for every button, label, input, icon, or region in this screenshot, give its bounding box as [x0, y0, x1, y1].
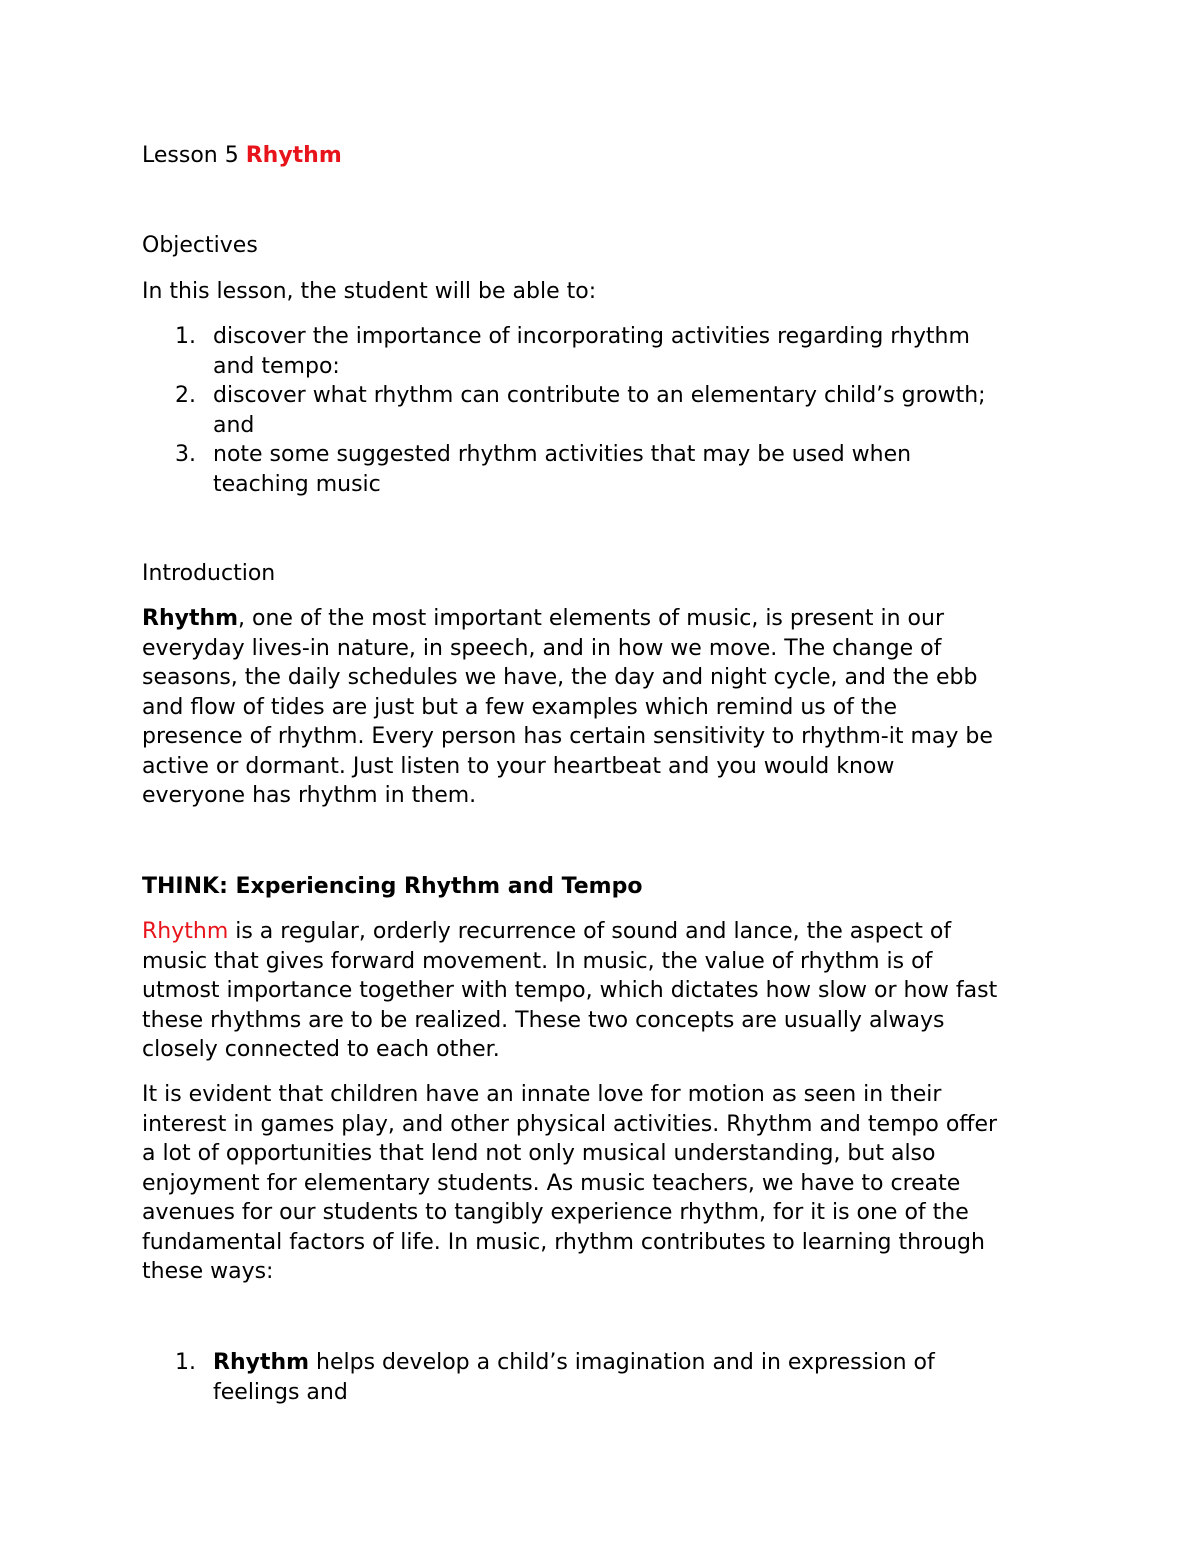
paragraph-line: seasons, the daily schedules we have, the day and night cycle, and the ebb: [142, 665, 978, 690]
way-line: feelings and: [213, 1379, 348, 1405]
objective-item: [142, 322, 1042, 381]
paragraph-line: fundamental factors of life. In music, rhythm contributes to learning through: [142, 1229, 985, 1255]
objective-number: 3.: [175, 442, 196, 467]
objective-line: note some suggested rhythm activities that may be used when: [213, 442, 912, 467]
think-paragraph-1: [142, 917, 997, 1065]
rhythm-term-red: Rhythm: [142, 919, 229, 944]
paragraph-line-rest: is a regular, orderly recurrence of sound and lance, the aspect of: [228, 919, 952, 944]
introduction-paragraph: [142, 604, 993, 811]
paragraph-line: music that gives forward movement. In music, the value of rhythm is of: [142, 948, 933, 974]
paragraph-line: presence of rhythm. Every person has certain sensitivity to rhythm-it may be: [142, 724, 993, 749]
paragraph-line: [142, 917, 997, 947]
objective-item: [142, 381, 1042, 440]
introduction-heading: Introduction: [142, 561, 276, 586]
way-item: [142, 1348, 1042, 1407]
objective-number: 1.: [175, 324, 196, 349]
paragraph-line: everyone has rhythm in them.: [142, 783, 477, 808]
objective-number: 2.: [175, 383, 196, 408]
objectives-list: [142, 322, 1042, 499]
paragraph-line: enjoyment for elementary students. As music teachers, we have to create: [142, 1170, 961, 1196]
lesson-title: [142, 141, 342, 171]
paragraph-line-rest: , one of the most important elements of music, is present in our: [238, 606, 945, 631]
paragraph-line: these rhythms are to be realized. These two concepts are usually always: [142, 1007, 945, 1033]
lesson-title-prefix: Lesson 5: [142, 143, 246, 168]
lesson-title-topic: Rhythm: [245, 143, 342, 168]
objective-line: and tempo:: [213, 353, 340, 379]
objective-item: [142, 440, 1042, 499]
think-heading: THINK: Experiencing Rhythm and Tempo: [142, 874, 643, 899]
paragraph-line: everyday lives-in nature, in speech, and in how we move. The change of: [142, 635, 942, 661]
way-line: [213, 1348, 1042, 1378]
paragraph-line: avenues for our students to tangibly experience rhythm, for it is one of the: [142, 1200, 969, 1225]
way-lead-term: Rhythm: [213, 1350, 310, 1375]
paragraph-line: interest in games play, and other physical activities. Rhythm and tempo offer: [142, 1111, 998, 1137]
objective-line: and: [213, 412, 255, 438]
ways-list: [142, 1348, 1042, 1407]
paragraph-line: active or dormant. Just listen to your heartbeat and you would know: [142, 753, 895, 779]
introduction-lead-term: Rhythm: [142, 606, 239, 631]
objective-line: discover the importance of incorporating activities regarding rhythm: [213, 324, 970, 349]
objectives-heading: Objectives: [142, 233, 258, 258]
paragraph-line: closely connected to each other.: [142, 1037, 500, 1062]
paragraph-line: these ways:: [142, 1259, 274, 1284]
way-line-rest: helps develop a child’s imagination and in expression of: [309, 1350, 935, 1375]
paragraph-line: utmost importance together with tempo, which dictates how slow or how fast: [142, 978, 998, 1003]
think-paragraph-2: [142, 1080, 997, 1287]
objective-line: discover what rhythm can contribute to an elementary child’s growth;: [213, 383, 986, 408]
objective-line: teaching music: [213, 471, 381, 497]
paragraph-line: a lot of opportunities that lend not only musical understanding, but also: [142, 1141, 936, 1166]
paragraph-line: It is evident that children have an innate love for motion as seen in their: [142, 1082, 942, 1107]
paragraph-line: [142, 604, 993, 634]
objectives-intro: In this lesson, the student will be able to:: [142, 279, 597, 304]
way-number: 1.: [175, 1350, 196, 1375]
paragraph-line: and flow of tides are just but a few examples which remind us of the: [142, 694, 898, 720]
